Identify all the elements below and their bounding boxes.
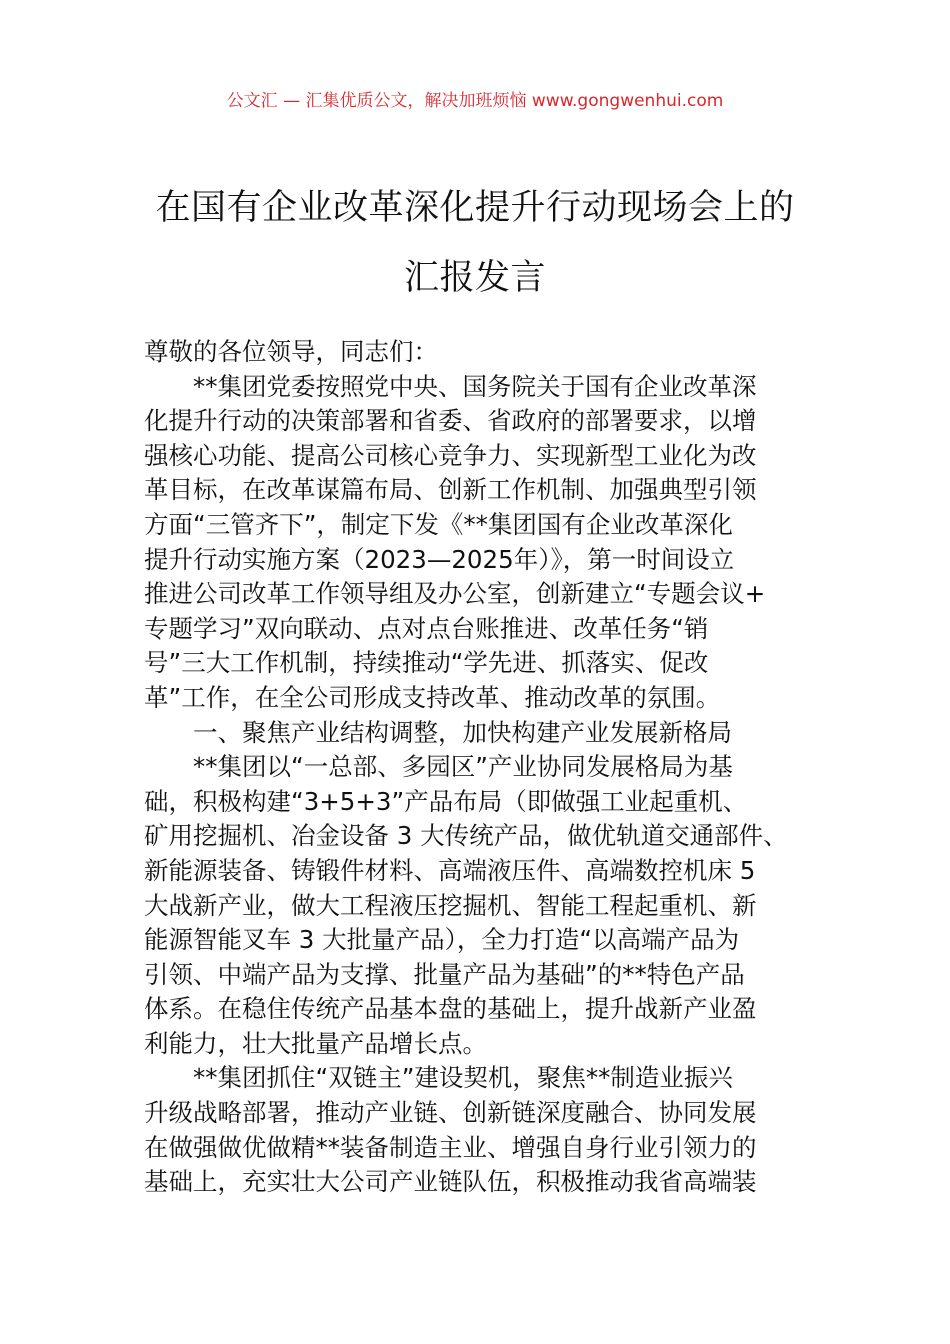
salutation: 尊敬的各位领导，同志们： (144, 337, 438, 366)
paragraph-2-line: 利能力，壮大批量产品增长点。 (144, 1028, 487, 1058)
paragraph-1-line: 强核心功能、提高公司核心竞争力、实现新型工业化为改 (144, 440, 757, 470)
paragraph-3-line: **集团抓住“双链主”建设契机，聚焦**制造业振兴 (193, 1063, 733, 1093)
paragraph-1-line: 专题学习”双向联动、点对点台账推进、改革任务“销 (144, 613, 709, 643)
paragraph-1-line: 化提升行动的决策部署和省委、省政府的部署要求，以增 (144, 406, 757, 436)
paragraph-2-line: **集团以“一总部、多园区”产业协同发展格局为基 (193, 752, 733, 782)
paragraph-1-line: **集团党委按照党中央、国务院关于国有企业改革深 (193, 371, 757, 401)
document-title-line-2: 汇报发言 (403, 258, 546, 298)
section-heading-1: 一、聚焦产业结构调整，加快构建产业发展新格局 (193, 717, 732, 747)
paragraph-2-line: 体系。在稳住传统产品基本盘的基础上，提升战新产业盈 (144, 994, 757, 1024)
header-watermark: 公文汇 — 汇集优质公文，解决加班烦恼 www.gongwenhui.com (226, 91, 724, 111)
paragraph-1-line: 提升行动实施方案（2023—2025年）》，第一时间设立 (144, 544, 735, 574)
paragraph-1-line: 革目标，在改革谋篇布局、创新工作机制、加强典型引领 (144, 475, 757, 505)
document-body (144, 335, 814, 1200)
paragraph-1-line: 号”三大工作机制，持续推动“学先进、抓落实、促改 (144, 648, 709, 678)
document-title-line-1: 在国有企业改革深化提升行动现场会上的 (155, 188, 795, 228)
paragraph-2-line: 础，积极构建“3+5+3”产品布局（即做强工业起重机、 (144, 786, 748, 816)
paragraph-2-line: 大战新产业，做大工程液压挖掘机、智能工程起重机、新 (144, 890, 757, 920)
paragraph-1-line: 革”工作，在全公司形成支持改革、推动改革的氛围。 (144, 682, 721, 712)
paragraph-1-line: 方面“三管齐下”，制定下发《**集团国有企业改革深化 (144, 509, 733, 539)
paragraph-2-line: 能源智能叉车 3 大批量产品），全力打造“以高端产品为 (144, 925, 740, 955)
paragraph-2-line: 引领、中端产品为支撑、批量产品为基础”的**特色产品 (144, 959, 745, 989)
paragraph-3-line: 在做强做优做精**装备制造主业、增强自身行业引领力的 (144, 1132, 757, 1162)
paragraph-3-line: 升级战略部署，推动产业链、创新链深度融合、协同发展 (144, 1098, 757, 1128)
paragraph-2-line: 新能源装备、铸锻件材料、高端液压件、高端数控机床 5 (144, 855, 756, 885)
paragraph-2-line: 矿用挖掘机、冶金设备 3 大传统产品，做优轨道交通部件、 (144, 821, 788, 851)
paragraph-3-line: 基础上，充实壮大公司产业链队伍，积极推动我省高端装 (144, 1167, 757, 1197)
paragraph-1-line: 推进公司改革工作领导组及办公室，创新建立“专题会议+ (144, 579, 766, 609)
